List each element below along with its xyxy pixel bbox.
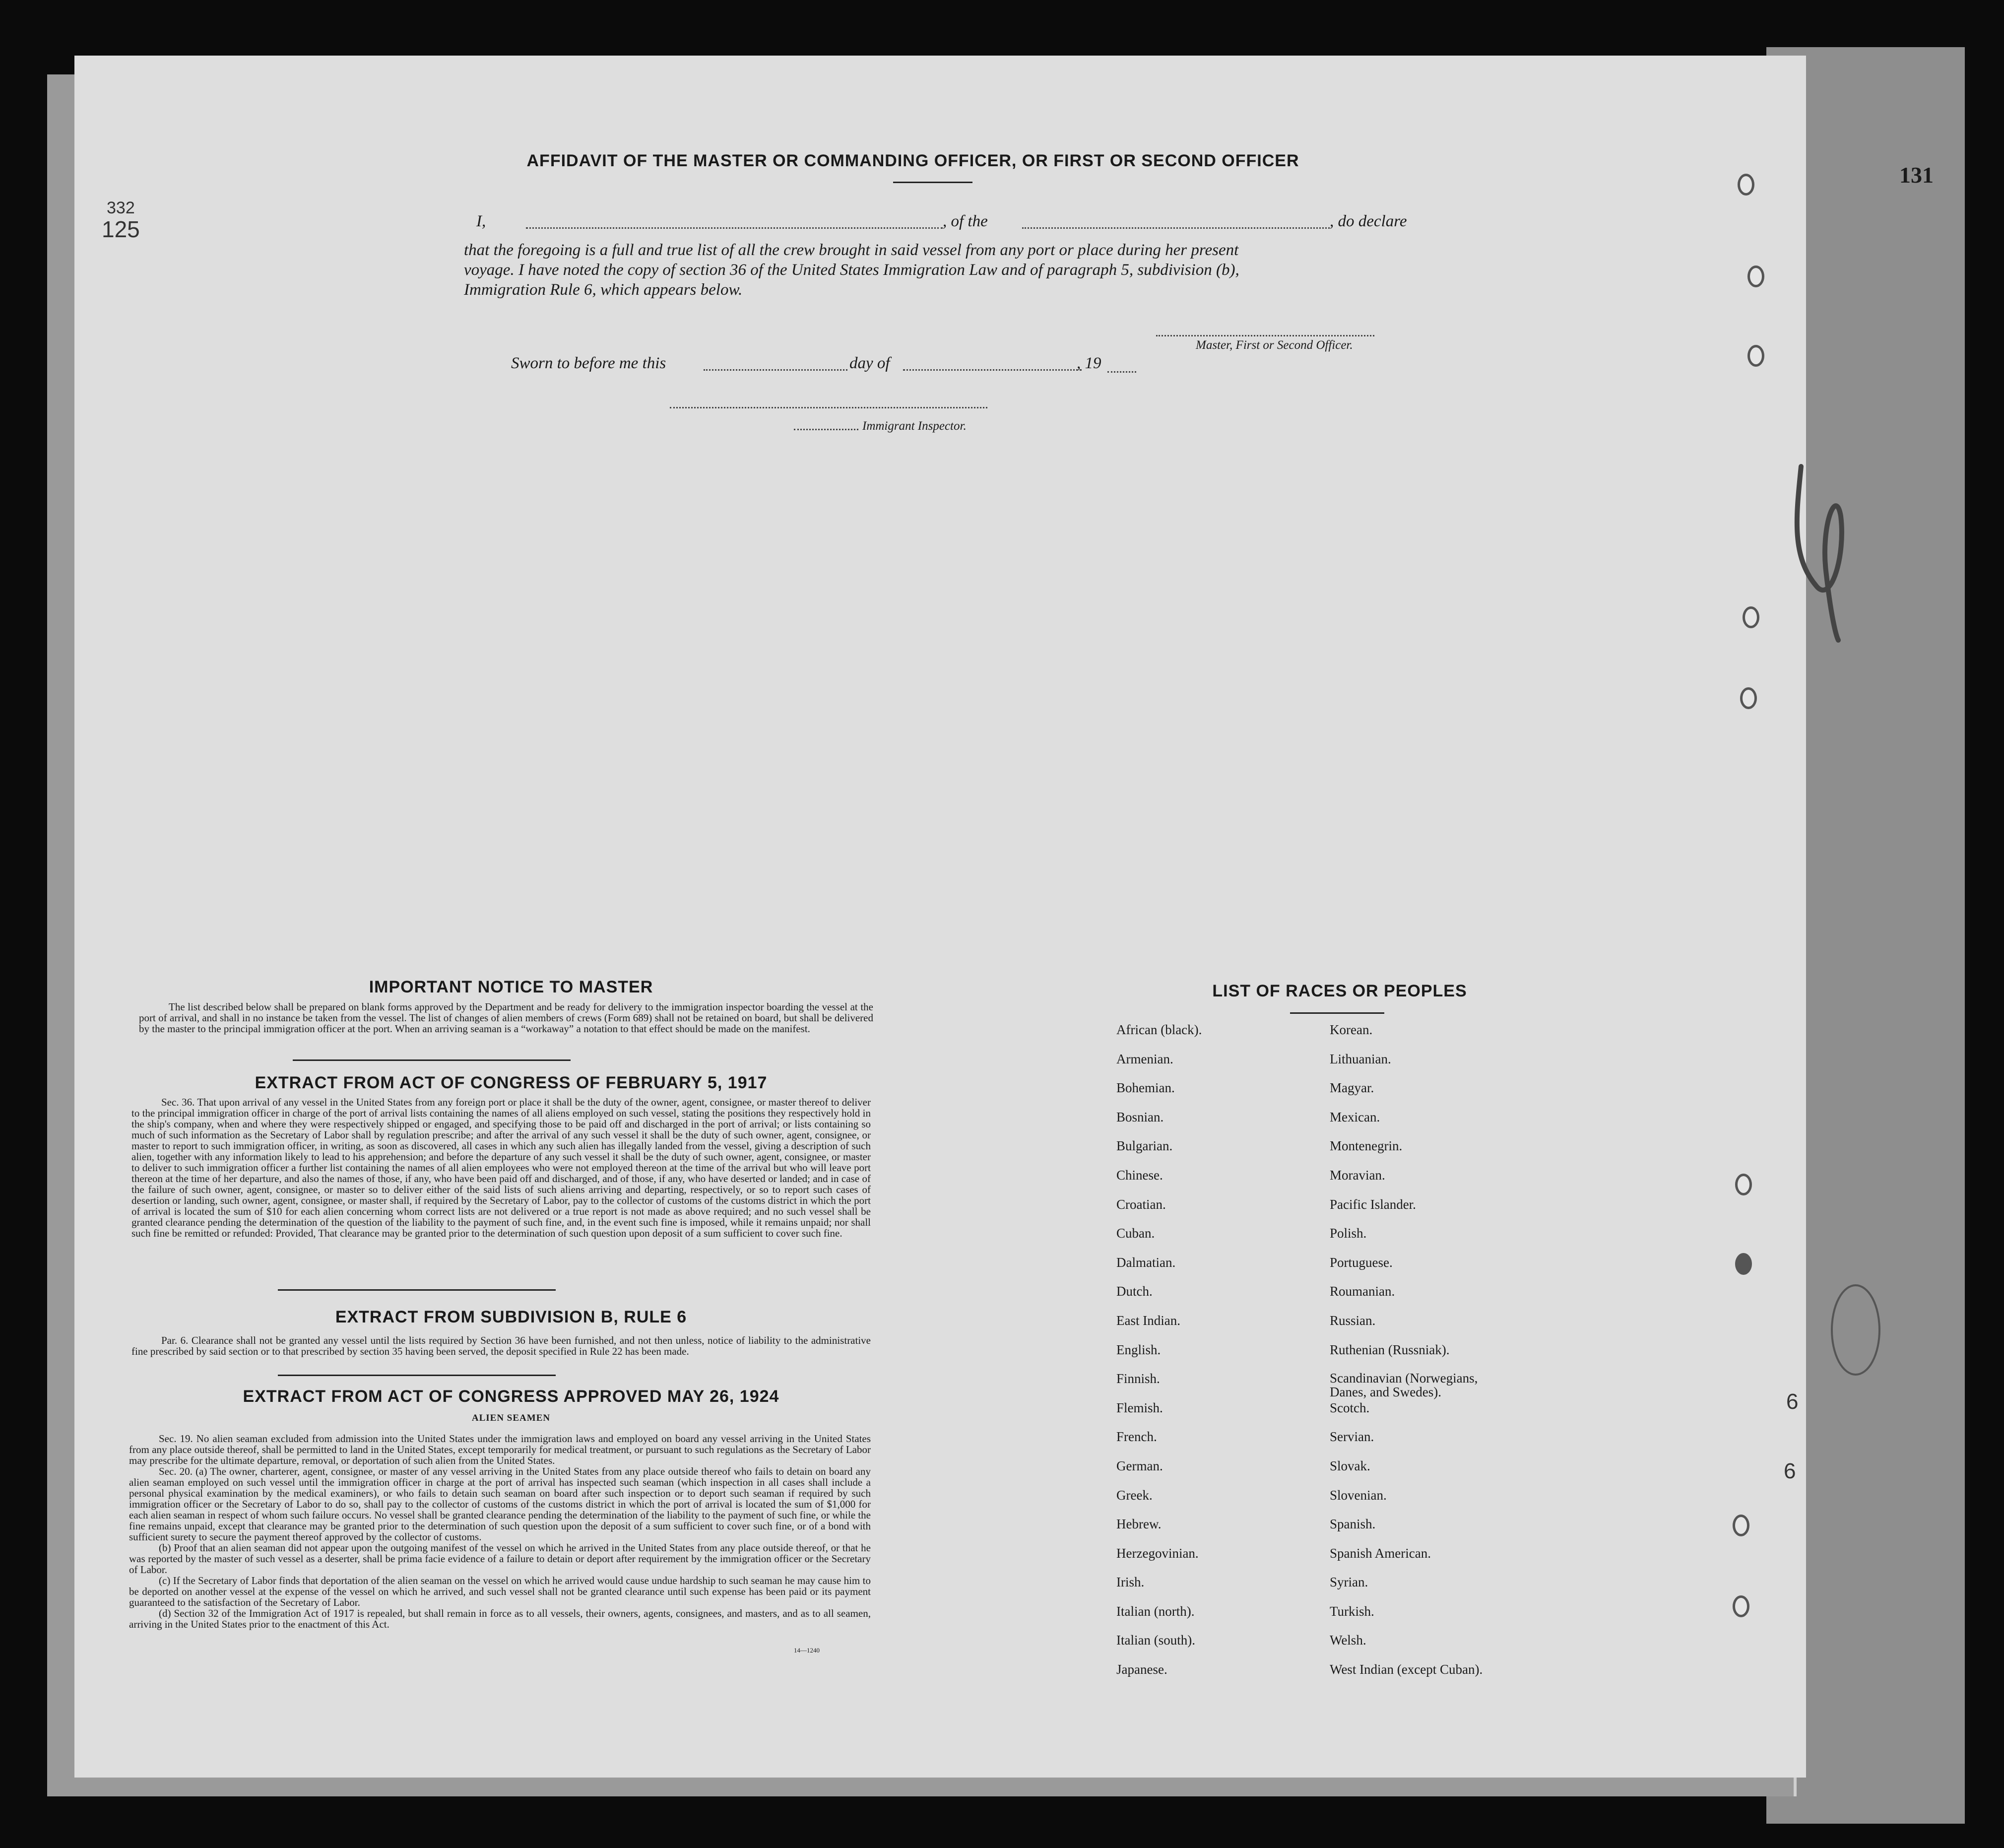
- section-19-text: Sec. 19. No alien seaman excluded from admission into the United States under the immigration laws and employed on board any vessel arriving in the United States from any place outside thereof, shall be permitted to land in the United States, except temporarily for medical treatment, or pursuant to such regulations as the Secretary of Labor may prescribe for the ultimate departure, removal, or deportation of such alien from the United States.: [129, 1433, 871, 1466]
- extract-rule6-title: EXTRACT FROM SUBDIVISION B, RULE 6: [335, 1308, 687, 1326]
- race-item: Slovenian.: [1330, 1487, 1387, 1503]
- affidavit-text-line: Immigration Rule 6, which appears below.: [464, 281, 743, 299]
- race-item: Spanish American.: [1330, 1545, 1431, 1561]
- punch-hole: [1743, 606, 1759, 628]
- race-item: Lithuanian.: [1330, 1051, 1391, 1066]
- divider: [278, 1375, 556, 1376]
- divider: [1290, 1012, 1384, 1014]
- extract-1917-title: EXTRACT FROM ACT OF CONGRESS OF FEBRUARY 5, 1917: [255, 1073, 768, 1092]
- punch-hole: [1735, 1174, 1752, 1195]
- race-item: Chinese.: [1116, 1167, 1163, 1183]
- race-item: Welsh.: [1330, 1633, 1366, 1648]
- race-item: East Indian.: [1116, 1313, 1180, 1328]
- race-item: Cuban.: [1116, 1226, 1155, 1241]
- race-item: West Indian (except Cuban).: [1330, 1662, 1483, 1677]
- race-item: Italian (south).: [1116, 1633, 1195, 1648]
- race-item: Dalmatian.: [1116, 1254, 1176, 1270]
- race-item: Bohemian.: [1116, 1080, 1175, 1096]
- race-item: Greek.: [1116, 1487, 1153, 1503]
- race-item: Russian.: [1330, 1313, 1376, 1328]
- race-item: Servian.: [1330, 1429, 1374, 1445]
- inspector-signature-blank[interactable]: [670, 407, 987, 408]
- race-item: Japanese.: [1116, 1662, 1167, 1677]
- race-item: Flemish.: [1116, 1400, 1163, 1415]
- race-item: Moravian.: [1330, 1167, 1385, 1183]
- race-item: Spanish.: [1330, 1517, 1376, 1532]
- page-number: 131: [1899, 162, 1934, 188]
- extract-1924-text: [129, 1433, 871, 1630]
- race-item: Herzegovinian.: [1116, 1545, 1199, 1561]
- race-item: English.: [1116, 1342, 1161, 1357]
- race-item: German.: [1116, 1458, 1163, 1473]
- race-item: Syrian.: [1330, 1575, 1368, 1590]
- master-signature-blank[interactable]: [1156, 335, 1374, 336]
- race-item: Italian (north).: [1116, 1603, 1195, 1619]
- extract-1924-title: EXTRACT FROM ACT OF CONGRESS APPROVED MAY 26, 1924: [243, 1387, 779, 1406]
- race-item: Ruthenian (Russniak).: [1330, 1342, 1450, 1357]
- race-item: Magyar.: [1330, 1080, 1374, 1096]
- affidavit-title: AFFIDAVIT OF THE MASTER OR COMMANDING OFFICER, OR FIRST OR SECOND OFFICER: [526, 151, 1299, 170]
- affidavit-declare-label: , do declare: [1330, 212, 1407, 230]
- extract-1917-text: Sec. 36. That upon arrival of any vessel in the United States from any foreign port or place it shall be the duty of the owner, agent, consignee, or master thereof to deliver to the principal immigration officer in charge of the port of arrival lists containing the names of all aliens employed on such vessel, stating the positions they respectively hold in the ship's company, when and where they were respectively shipped or engaged, and specifying those to be paid off and discharged in the port of arrival; or lists containing so much of such information as the Secretary of Labor shall by regulation prescribe; and after the arrival of any such vessel it shall be the duty of such owner, agent, consignee, or master to report to such immigration officer, in writing, as soon as discovered, all cases in which any such alien has illegally landed from the vessel, giving a description of such alien, together with any information likely to lead to his apprehension; and before the departure of any such vessel it shall be the duty of such owner, agent, consignee, or master to deliver to such immigration officer a further list containing the names of all alien employees who were not employed thereon at the time of the arrival but who will leave port thereon at the time of her departure, and also the names of those, if any, who have been paid off and discharged, and of those, if any, who have deserted or landed; and in case of the failure of such owner, agent, consignee, or master so to deliver either of the said lists of such aliens arriving and departing, respectively, or so to report such cases of desertion or landing, such owner, agent, consignee, or master shall, if required by the Secretary of Labor, pay to the collector of customs of the customs district in which the port of arrival is located the sum of $10 for each alien concerning whom correct lists are not delivered or a true report is not made as above required; and no such vessel shall be granted clearance pending the determination of the question of the liability to the payment of such fine, and, in the event such fine is imposed, while it remains unpaid; nor shall such fine be remitted or refunded: Provided, That clearance may be granted prior to the determination of such question upon deposit of a sum sufficient to cover such fine.: [131, 1096, 871, 1239]
- race-item: Pacific Islander.: [1330, 1196, 1416, 1212]
- stamp-outline: [1826, 1280, 1885, 1380]
- inspector-lead-line: [794, 429, 858, 430]
- race-item: Armenian.: [1116, 1051, 1173, 1066]
- race-item: Croatian.: [1116, 1196, 1166, 1212]
- vessel-blank[interactable]: [1022, 227, 1330, 229]
- affidavit-of-the-label: , of the: [943, 212, 988, 230]
- race-item: Montenegrin.: [1330, 1138, 1403, 1154]
- punch-hole: [1747, 345, 1764, 367]
- race-item: African (black).: [1116, 1022, 1202, 1037]
- races-right-column: [1330, 1022, 1498, 1691]
- section-20b-text: (b) Proof that an alien seaman did not appear upon the outgoing manifest of the vessel on which he arrived in the United States from any place outside thereof, or that he was reported by the master of such vessel as a deserter, shall be prima facie evidence of a failure to detain or deport after requirement by the immigration officer or the Secretary of Labor.: [129, 1542, 871, 1576]
- day-of-label: day of: [849, 354, 890, 372]
- punch-hole: [1735, 1253, 1752, 1275]
- year-blank[interactable]: [1107, 371, 1136, 373]
- races-left-column: [1116, 1022, 1202, 1691]
- sworn-label: Sworn to before me this: [511, 354, 666, 372]
- race-item: Irish.: [1116, 1575, 1145, 1590]
- affidavit-text-line: voyage. I have noted the copy of section 36 of the United States Immigration Law and of paragraph 5, subdivision (b),: [464, 261, 1239, 279]
- section-20c-text: (c) If the Secretary of Labor finds that deportation of the alien seaman on the vessel on which he arrived would cause undue hardship to such seaman he may cause him to be deported on another vessel at the expense of the vessel on which he arrived, and such vessel shall not be granted clearance until such expense has been paid or its payment guaranteed to the satisfaction of the Secretary of Labor.: [129, 1575, 871, 1608]
- race-item: Finnish.: [1116, 1371, 1160, 1386]
- master-caption: Master, First or Second Officer.: [1196, 338, 1353, 352]
- month-blank[interactable]: [903, 369, 1082, 371]
- extract-rule6-text: Par. 6. Clearance shall not be granted any vessel until the lists required by Section 36 have been furnished, and not then unless, notice of liability to the administrative fine prescribed by said section or to that prescribed by section 35 having been served, the deposit specified in Rule 22 has been made.: [131, 1334, 871, 1357]
- race-item: Portuguese.: [1330, 1254, 1393, 1270]
- year-label: , 19: [1077, 354, 1101, 372]
- races-title: LIST OF RACES OR PEOPLES: [1212, 982, 1467, 1000]
- margin-mark: 6: [1784, 1459, 1796, 1483]
- race-item: Bulgarian.: [1116, 1138, 1173, 1154]
- name-blank[interactable]: [526, 227, 943, 229]
- day-blank[interactable]: [704, 369, 847, 371]
- alien-seamen-subtitle: ALIEN SEAMEN: [471, 1413, 551, 1423]
- notice-text: The list described below shall be prepared on blank forms approved by the Department and be ready for delivery to the immigration inspector boarding the vessel at the port of arrival, and shall in no instance be taken from the vessel. The list of changes of alien members of crews (Form 689) shall not be retained on board, but shall be delivered by the master to the principal immigration officer at the port. When an arriving seaman is a “workaway” a notation to that effect should be made on the manifest.: [139, 1001, 873, 1035]
- race-item: Korean.: [1330, 1022, 1373, 1037]
- race-item: Scotch.: [1330, 1400, 1370, 1415]
- race-item: Slovak.: [1330, 1458, 1370, 1473]
- divider: [893, 182, 972, 183]
- divider: [293, 1059, 571, 1061]
- divider: [278, 1289, 556, 1291]
- punch-hole: [1738, 174, 1754, 196]
- race-item: Turkish.: [1330, 1603, 1374, 1619]
- form-number: 14—1240: [794, 1647, 820, 1654]
- pencil-note: 125: [102, 216, 140, 242]
- race-item: Scandinavian (Norwegians, Danes, and Swedes).: [1330, 1371, 1478, 1400]
- race-item: Hebrew.: [1116, 1517, 1162, 1532]
- notice-title: IMPORTANT NOTICE TO MASTER: [369, 978, 653, 996]
- race-item: Roumanian.: [1330, 1284, 1395, 1299]
- pencil-scrawl: [1786, 457, 1851, 645]
- race-item: Mexican.: [1330, 1109, 1380, 1124]
- punch-hole: [1733, 1595, 1749, 1617]
- race-item: Bosnian.: [1116, 1109, 1164, 1124]
- race-item: Dutch.: [1116, 1284, 1153, 1299]
- inspector-caption: Immigrant Inspector.: [862, 419, 967, 433]
- punch-hole: [1747, 265, 1764, 287]
- margin-mark: 6: [1786, 1389, 1799, 1414]
- section-20d-text: (d) Section 32 of the Immigration Act of 1917 is repealed, but shall remain in force as to all vessels, their owners, agents, consignees, and masters, and as to all seamen, arriving in the United States prior to the enactment of this Act.: [129, 1607, 871, 1630]
- affidavit-text-line: that the foregoing is a full and true list of all the crew brought in said vessel from any port or place during her present: [464, 241, 1239, 259]
- punch-hole: [1733, 1515, 1749, 1536]
- race-item: French.: [1116, 1429, 1157, 1445]
- section-20a-text: Sec. 20. (a) The owner, charterer, agent, consignee, or master of any vessel arriving in the United States from any place outside thereof who fails to detain on board any alien seaman employed on such vessel until the immigration officer in charge at the port of arrival has inspected such seaman (which inspection in all cases shall include a personal physical examination by the medical examiners), or who fails to detain such seaman on board after such inspection or to deport such seaman if required by such immigration officer or the Secretary of Labor to do so, shall pay to the collector of customs of the customs district in which the port of arrival is located the sum of $1,000 for each alien seaman in respect of whom such failure occurs. No vessel shall be granted clearance pending the determination of the liability to the payment of such fine, or while the fine remains unpaid, except that clearance may be granted prior to the determination of such question upon the deposit of a sum sufficient to cover such fine, or of a bond with sufficient surety to secure the payment thereof approved by the collector of customs.: [129, 1465, 871, 1543]
- race-item: Polish.: [1330, 1226, 1367, 1241]
- pencil-note: 332: [107, 198, 135, 217]
- punch-hole: [1740, 687, 1757, 709]
- affidavit-i-label: I,: [476, 212, 486, 230]
